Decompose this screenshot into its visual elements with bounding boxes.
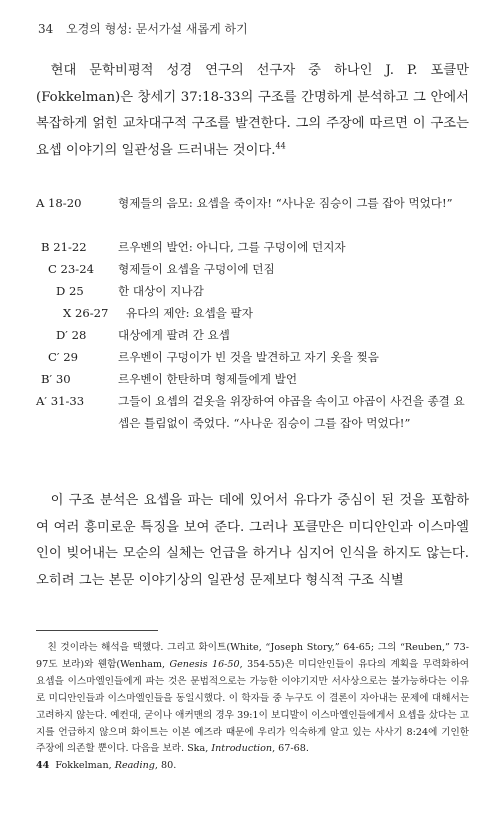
footnote-reference: 44 (275, 141, 286, 151)
footnote-divider (36, 630, 158, 631)
footnote-44 (36, 758, 469, 775)
page-number: 34 (38, 22, 54, 36)
body-paragraph-2: 이 구조 분석은 요셉을 파는 데에 있어서 유다가 중심이 된 것을 포함하여 여러 흥미로운 특징을 보여 준다. 그러나 포클만은 미디안인과 이스마엘인이 빚어내는 모순의 실체는 언급을 하거나 심지어 인식을 하지도 않는다. 오히려 그는 본문 이야기상의 일관성 문제보다 형식적 구조 식별 (36, 493, 469, 588)
chiasm-label: B 21-22 (41, 240, 87, 254)
chiasm-label: C′ 29 (48, 350, 78, 364)
footnote-number: 44 (36, 760, 50, 772)
footnote-text: , 67-68. (272, 743, 309, 755)
chiasm-text: 그들이 요셉의 겉옷을 위장하여 야곱을 속이고 야곱이 사건을 종결 요셉은 틀림없이 죽었다. “사나운 짐승이 그를 잡아 먹었다!” (118, 394, 465, 430)
body-paragraph-1 (36, 58, 469, 164)
chiasm-label: D′ 28 (56, 328, 87, 342)
chiasm-text: 한 대상이 지나감 (118, 284, 204, 298)
chiasm-label: C 23-24 (48, 262, 94, 276)
chiasm-label: D 25 (56, 284, 84, 298)
chiasm-text: 르우벤이 구덩이가 빈 것을 발견하고 자기 옷을 찢음 (118, 350, 379, 364)
chiasm-text: 르우벤이 한탄하며 형제들에게 발언 (118, 372, 298, 386)
footnote-book-title: Reading (114, 760, 155, 772)
running-title: 오경의 형성: 문서가설 새롭게 하기 (66, 22, 248, 36)
chiasm-label: X 26-27 (63, 306, 109, 320)
chiasm-text: 대상에게 팔려 간 요셉 (118, 328, 230, 342)
chiasm-label: A′ 31-33 (36, 394, 85, 408)
chiasm-label: A 18-20 (36, 196, 82, 210)
chiasm-text: 유다의 제안: 요셉을 팔자 (126, 306, 253, 320)
footnote-book-title: Introduction (211, 743, 273, 755)
chiasm-text: 형제들의 음모: 요셉을 죽이자! “사나운 짐승이 그를 잡아 먹었다!” (118, 196, 453, 210)
paragraph-text: 현대 문학비평적 성경 연구의 선구자 중 하나인 J. P. 포클만(Fokkelman)은 창세기 37:18-33의 구조를 간명하게 분석하고 그 안에서 복잡하게 얽힌 교차대구적 구조를 발견한다. 그의 주장에 따르면 이 구조는 요셉 이야기의 일관성을 드러내는 것이다. (36, 63, 469, 158)
chiasm-text: 형제들이 요셉을 구덩이에 던짐 (118, 262, 275, 276)
chiasm-text: 르우벤의 발언: 아니다, 그를 구덩이에 던지자 (118, 240, 346, 254)
footnote-text: 친 것이라는 해석을 택했다. 그리고 화이트(White, “Joseph Story,” 64-65; 그의 “Reuben,” 73-97도 보라)와 웬함(Wenham, (36, 642, 469, 670)
footnote-book-title: Genesis 16-50 (169, 658, 240, 670)
footnote-text: , 354-55)은 미디안인들이 유다의 계획을 무력화하여 요셉을 이스마엘인들에게 파는 것은 문법적으로는 가능한 이야기지만 서사상으로는 불가능하다는 이유로 미디안인들과 이스마엘인들을 동일시했다. 이 학자들 중 누구도 이 결론이 자아내는 문제에 대해서는 고려하지 않는다. 예컨대, 굳이나 애커맨의 경우 39:1이 보디발이 이스마엘인들에게서 요셉을 샀다는 고지를 언급하지 않으며 화이트는 이본 예즈라 때문에 우리가 익숙하게 알고 있는 사사기 8:24에 기인한 주장에 의존할 뿐이다. 다음을 보라. Ska, (36, 658, 469, 755)
footnote-continuation (36, 640, 469, 758)
footnote-author: Fokkelman, (55, 760, 115, 772)
running-header (38, 20, 248, 37)
footnote-pages: , 80. (154, 760, 177, 772)
footnotes (36, 640, 469, 775)
chiasm-label: B′ 30 (41, 372, 71, 386)
